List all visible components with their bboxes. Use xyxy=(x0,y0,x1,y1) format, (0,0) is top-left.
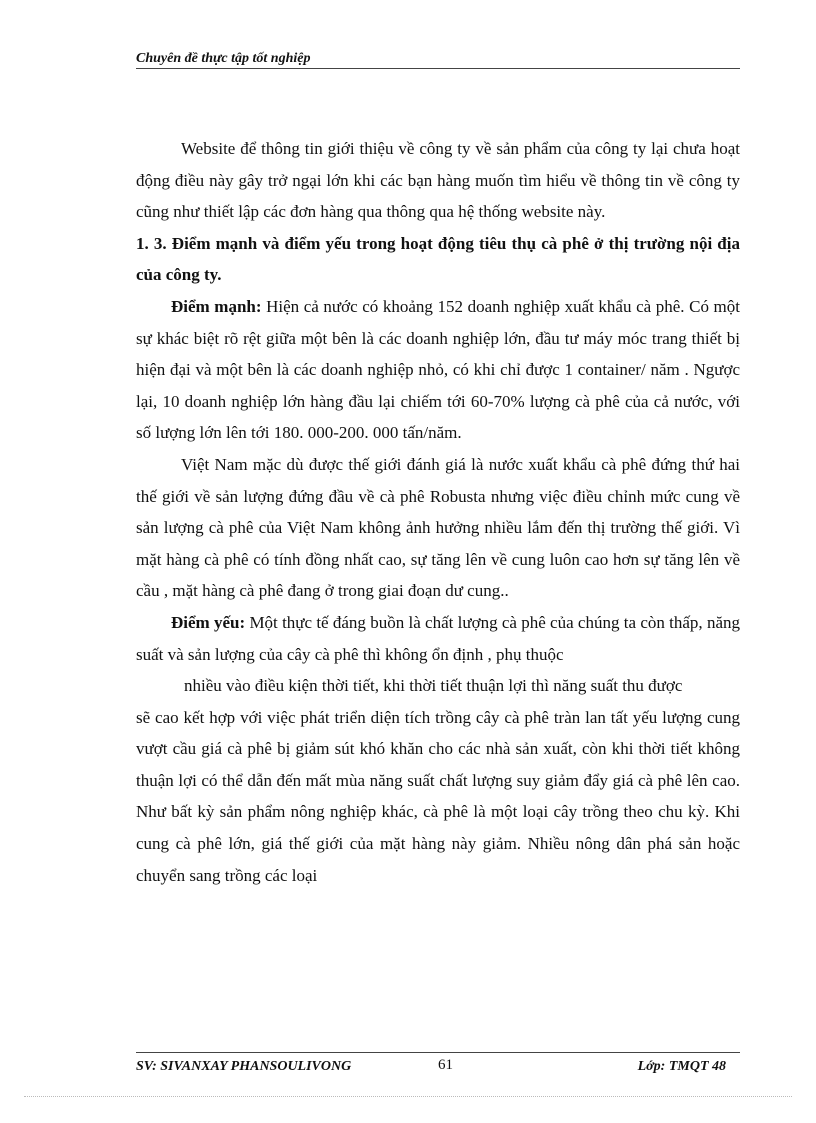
strength-text: Hiện cả nước có khoảng 152 doanh nghiệp xuất khẩu cà phê. Có một sự khác biệt rõ rệt giữa một bên là các doanh nghiệp lớn, đầu tư máy móc trang thiết bị hiện đại và một bên là các doanh nghiệp nhỏ, có khi chỉ được 1 container/ năm . Ngược lại, 10 doanh nghiệp lớn hàng đầu lại chiếm tới 60-70% lượng cà phê của cả nước, với số lượng lớn lên tới 180. 000-200. 000 tấn/năm. xyxy=(136,296,740,443)
weakness-label: Điểm yếu: xyxy=(171,612,246,632)
strength-label: Điểm mạnh: xyxy=(171,296,262,316)
paragraph-weather-line: nhiều vào điều kiện thời tiết, khi thời tiết thuận lợi thì năng suất thu được xyxy=(184,676,683,696)
page-edge-divider xyxy=(24,1096,792,1097)
footer-class: Lớp: TMQT 48 xyxy=(637,1059,726,1074)
paragraph-website: Website để thông tin giới thiệu về công ty về sản phẩm của công ty lại chưa hoạt động điều này gây trở ngại lớn khi các bạn hàng muốn tìm hiểu về thông tin về công ty cũng như thiết lập các đơn hàng qua thông qua hệ thống website này. xyxy=(136,139,740,222)
page-number: 61 xyxy=(438,1057,453,1073)
paragraph-weather-rest: sẽ cao kết hợp với việc phát triển diện tích trồng cây cà phê tràn lan tất yếu lượng cung vượt cầu giá cà phê bị giảm sút khó khăn cho các nhà sản xuất, còn khi thời tiết không thuận lợi có thể dẫn đến mất mùa năng suất chất lượng suy giảm đẩy giá cà phê lên cao. Như bất kỳ sản phẩm nông nghiệp khác, cà phê là một loại cây trồng theo chu kỳ. Khi cung cà phê lớn, giá thế giới của mặt hàng này giảm. Nhiều nông dân phá sản hoặc chuyển sang trồng các loại xyxy=(136,707,740,885)
document-body xyxy=(136,133,740,891)
paragraph-strengths xyxy=(136,291,740,449)
paragraph-weaknesses xyxy=(136,607,740,670)
weakness-text: Một thực tế đáng buồn là chất lượng cà phê của chúng ta còn thấp, năng suất và sản lượng của cây cà phê thì không ổn định , phụ thuộc xyxy=(136,612,740,664)
footer-student: SV: SIVANXAY PHANSOULIVONG xyxy=(136,1059,352,1074)
header-title: Chuyên đề thực tập tốt nghiệp xyxy=(136,51,311,66)
page-header xyxy=(136,50,740,69)
section-heading: 1. 3. Điểm mạnh và điểm yếu trong hoạt động tiêu thụ cà phê ở thị trường nội địa của công ty. xyxy=(136,233,740,285)
paragraph-vietnam: Việt Nam mặc dù được thế giới đánh giá là nước xuất khẩu cà phê đứng thứ hai thế giới về sản lượng đứng đầu về cà phê Robusta nhưng việc điều chỉnh mức cung về sản lượng cà phê của Việt Nam không ảnh hưởng nhiều lắm đến thị trường thế giới. Vì mặt hàng cà phê có tính đồng nhất cao, sự tăng lên về cung luôn cao hơn sự tăng lên về cầu , mặt hàng cà phê đang ở trong giai đoạn dư cung.. xyxy=(136,454,740,601)
page-footer xyxy=(136,1052,740,1075)
